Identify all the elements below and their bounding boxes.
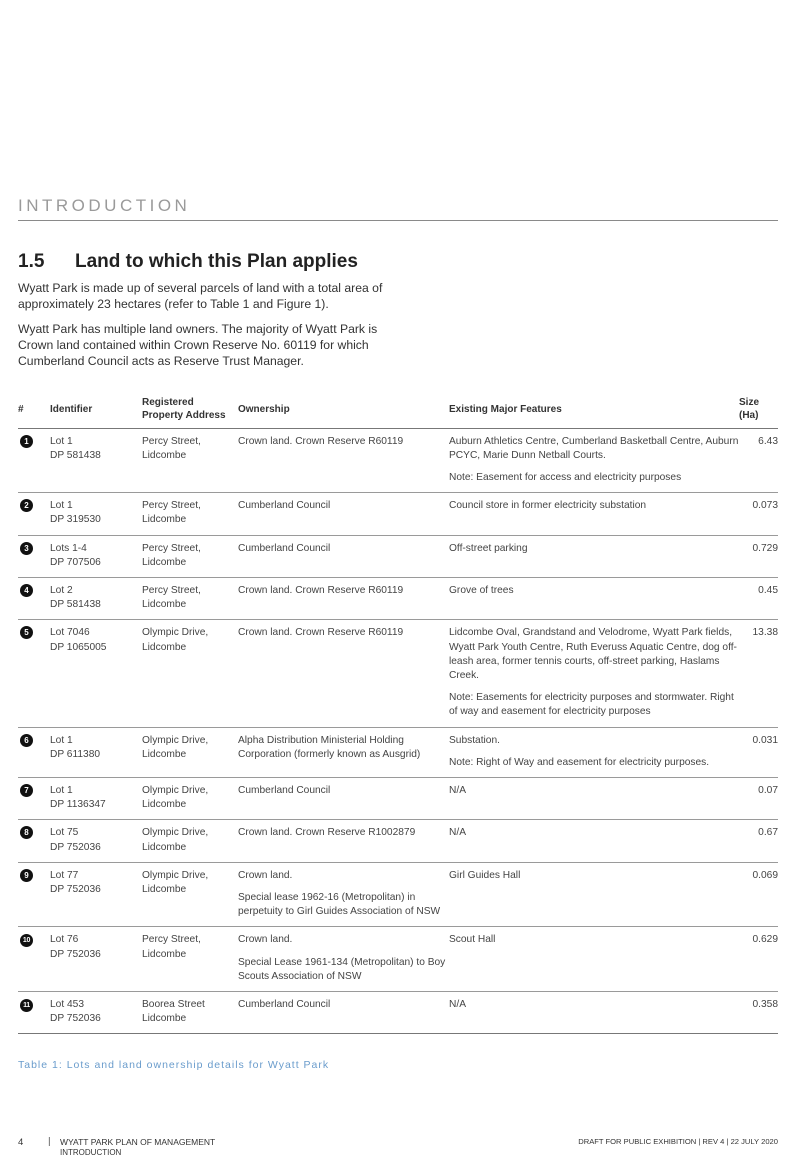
- ownership-cell: [238, 777, 449, 819]
- size-cell: 0.629: [739, 927, 778, 992]
- ownership-cell: [238, 620, 449, 727]
- lot-number: Lot 1: [50, 784, 73, 796]
- ownership-cell: [238, 862, 449, 927]
- identifier-cell: [50, 493, 142, 535]
- identifier-cell: [50, 862, 142, 927]
- row-number-cell: [18, 493, 50, 535]
- document-title: WYATT PARK PLAN OF MANAGEMENT: [60, 1137, 216, 1147]
- row-number-cell: [18, 777, 50, 819]
- row-number-cell: [18, 727, 50, 777]
- row-number-badge: 2: [20, 499, 33, 512]
- suburb: Lidcombe: [142, 748, 187, 760]
- lot-number: Lot 76: [50, 934, 79, 946]
- lot-number: Lot 1: [50, 500, 73, 512]
- features-cell: [449, 428, 739, 493]
- deposited-plan: DP 1136347: [50, 799, 106, 811]
- header-number: #: [18, 392, 50, 428]
- features-note: Note: Easement for access and electricity purposes: [449, 471, 682, 483]
- ownership-text: Crown land.: [238, 869, 293, 881]
- intro-paragraph: Wyatt Park has multiple land owners. The majority of Wyatt Park is Crown land contained within Crown Reserve No. 60119 for which Cumberland Council acts as Reserve Trust Manager.: [18, 322, 378, 368]
- ownership-text: Alpha Distribution Ministerial Holding Corporation (formerly known as Ausgrid): [238, 734, 421, 760]
- features-text: Lidcombe Oval, Grandstand and Velodrome, Wyatt Park fields, Wyatt Park Youth Centre, Ruth Everuss Aquatic Centre, dog off-leash area, former tennis courts, off-street parking, Haslams Creek.: [449, 627, 737, 681]
- deposited-plan: DP 707506: [50, 556, 101, 568]
- size-cell: 13.38: [739, 620, 778, 727]
- suburb: Lidcombe: [142, 556, 187, 568]
- street: Olympic Drive,: [142, 869, 209, 881]
- deposited-plan: DP 1065005: [50, 641, 107, 653]
- table-body: [18, 428, 778, 1034]
- table-row: [18, 428, 778, 493]
- suburb: Lidcombe: [142, 599, 187, 611]
- table-row: [18, 820, 778, 862]
- ownership-text: Crown land. Crown Reserve R1002879: [238, 827, 416, 839]
- ownership-cell: [238, 577, 449, 619]
- street: Olympic Drive,: [142, 627, 209, 639]
- features-cell: [449, 493, 739, 535]
- features-cell: [449, 862, 739, 927]
- table-header-row: [18, 392, 778, 428]
- section-number: 1.5: [18, 251, 45, 272]
- ownership-text: Crown land. Crown Reserve R60119: [238, 435, 404, 447]
- suburb: Lidcombe: [142, 883, 187, 895]
- features-note: Note: Right of Way and easement for electricity purposes.: [449, 756, 710, 768]
- street: Percy Street,: [142, 584, 201, 596]
- address-cell: [142, 535, 238, 577]
- deposited-plan: DP 752036: [50, 1013, 101, 1025]
- ownership-text: Cumberland Council: [238, 500, 331, 512]
- row-number-badge: 6: [20, 734, 33, 747]
- address-cell: [142, 820, 238, 862]
- identifier-cell: [50, 535, 142, 577]
- intro-text: [18, 280, 403, 378]
- features-cell: [449, 620, 739, 727]
- ownership-text: Cumberland Council: [238, 784, 331, 796]
- header-address-line: Property Address: [142, 409, 226, 421]
- features-cell: [449, 577, 739, 619]
- size-cell: 0.358: [739, 991, 778, 1033]
- intro-paragraph: Wyatt Park is made up of several parcels of land with a total area of approximately 23 hectares (refer to Table 1 and Figure 1).: [18, 281, 383, 311]
- header-address-line: Registered: [142, 397, 194, 409]
- ownership-lease: Special Lease 1961-134 (Metropolitan) to Boy Scouts Association of NSW: [238, 956, 446, 982]
- size-cell: 0.45: [739, 577, 778, 619]
- suburb: Lidcombe: [142, 841, 187, 853]
- features-text: N/A: [449, 827, 466, 839]
- table-caption: Table 1: Lots and land ownership details for Wyatt Park: [18, 1059, 330, 1071]
- lot-number: Lot 77: [50, 869, 79, 881]
- row-number-badge: 4: [20, 584, 33, 597]
- lot-number: Lot 7046: [50, 627, 90, 639]
- deposited-plan: DP 581438: [50, 449, 101, 461]
- page-footer: [18, 1137, 778, 1155]
- lot-number: Lot 75: [50, 827, 79, 839]
- header-address: [142, 392, 238, 428]
- deposited-plan: DP 611380: [50, 748, 101, 760]
- header-features: Existing Major Features: [449, 392, 739, 428]
- suburb: Lidcombe: [142, 1013, 187, 1025]
- table-row: [18, 577, 778, 619]
- address-cell: [142, 862, 238, 927]
- size-cell: 0.67: [739, 820, 778, 862]
- address-cell: [142, 727, 238, 777]
- identifier-cell: [50, 428, 142, 493]
- header-identifier: Identifier: [50, 392, 142, 428]
- ownership-cell: [238, 493, 449, 535]
- row-number-badge: 1: [20, 435, 33, 448]
- street: Olympic Drive,: [142, 734, 209, 746]
- size-cell: 0.031: [739, 727, 778, 777]
- deposited-plan: DP 319530: [50, 514, 101, 526]
- row-number-badge: 8: [20, 826, 33, 839]
- features-text: N/A: [449, 998, 466, 1010]
- lot-number: Lot 1: [50, 734, 73, 746]
- street: Percy Street,: [142, 500, 201, 512]
- suburb: Lidcombe: [142, 514, 187, 526]
- address-cell: [142, 620, 238, 727]
- features-text: Auburn Athletics Centre, Cumberland Basketball Centre, Auburn PCYC, Marie Dunn Netball Courts.: [449, 435, 739, 461]
- section-title: Land to which this Plan applies: [75, 251, 358, 272]
- features-text: Girl Guides Hall: [449, 869, 521, 881]
- lot-number: Lot 2: [50, 584, 73, 596]
- suburb: Lidcombe: [142, 799, 187, 811]
- row-number-cell: [18, 927, 50, 992]
- street: Boorea Street: [142, 998, 205, 1010]
- identifier-cell: [50, 777, 142, 819]
- ownership-text: Crown land. Crown Reserve R60119: [238, 584, 404, 596]
- table-row: [18, 493, 778, 535]
- row-number-badge: 10: [20, 934, 33, 947]
- features-text: N/A: [449, 784, 466, 796]
- size-cell: 0.07: [739, 777, 778, 819]
- table-row: [18, 927, 778, 992]
- address-cell: [142, 493, 238, 535]
- section-label: INTRODUCTION: [18, 196, 778, 221]
- address-cell: [142, 777, 238, 819]
- row-number-cell: [18, 862, 50, 927]
- row-number-badge: 3: [20, 542, 33, 555]
- table-row: [18, 991, 778, 1033]
- size-cell: 6.43: [739, 428, 778, 493]
- row-number-cell: [18, 577, 50, 619]
- row-number-cell: [18, 428, 50, 493]
- ownership-text: Cumberland Council: [238, 542, 331, 554]
- identifier-cell: [50, 991, 142, 1033]
- table-row: [18, 620, 778, 727]
- row-number-badge: 5: [20, 626, 33, 639]
- ownership-cell: [238, 991, 449, 1033]
- header-size-line: (Ha): [739, 409, 759, 421]
- ownership-cell: [238, 727, 449, 777]
- street: Percy Street,: [142, 934, 201, 946]
- table-row: [18, 777, 778, 819]
- identifier-cell: [50, 727, 142, 777]
- row-number-cell: [18, 535, 50, 577]
- deposited-plan: DP 752036: [50, 883, 101, 895]
- ownership-cell: [238, 428, 449, 493]
- row-number-badge: 9: [20, 869, 33, 882]
- street: Percy Street,: [142, 542, 201, 554]
- size-cell: 0.073: [739, 493, 778, 535]
- lot-number: Lot 453: [50, 998, 84, 1010]
- size-cell: 0.729: [739, 535, 778, 577]
- street: Olympic Drive,: [142, 784, 209, 796]
- features-text: Grove of trees: [449, 584, 514, 596]
- header-size-line: Size: [739, 397, 760, 409]
- address-cell: [142, 428, 238, 493]
- identifier-cell: [50, 577, 142, 619]
- street: Olympic Drive,: [142, 827, 209, 839]
- features-cell: [449, 777, 739, 819]
- features-cell: [449, 991, 739, 1033]
- suburb: Lidcombe: [142, 948, 187, 960]
- footer-separator: |: [48, 1137, 51, 1147]
- deposited-plan: DP 581438: [50, 599, 101, 611]
- lot-number: Lots 1-4: [50, 542, 87, 554]
- ownership-cell: [238, 927, 449, 992]
- address-cell: [142, 991, 238, 1033]
- features-text: Substation.: [449, 734, 500, 746]
- features-text: Council store in former electricity substation: [449, 500, 647, 512]
- lots-table: [18, 392, 778, 1034]
- address-cell: [142, 927, 238, 992]
- row-number-cell: [18, 820, 50, 862]
- identifier-cell: [50, 620, 142, 727]
- ownership-text: Crown land. Crown Reserve R60119: [238, 627, 404, 639]
- ownership-cell: [238, 535, 449, 577]
- suburb: Lidcombe: [142, 641, 187, 653]
- row-number-cell: [18, 991, 50, 1033]
- document-status: DRAFT FOR PUBLIC EXHIBITION | REV 4 | 22 JULY 2020: [578, 1137, 778, 1146]
- lot-number: Lot 1: [50, 435, 73, 447]
- street: Percy Street,: [142, 435, 201, 447]
- size-cell: 0.069: [739, 862, 778, 927]
- identifier-cell: [50, 927, 142, 992]
- row-number-badge: 7: [20, 784, 33, 797]
- ownership-text: Crown land.: [238, 934, 293, 946]
- features-text: Scout Hall: [449, 934, 496, 946]
- section-heading: [18, 251, 358, 273]
- identifier-cell: [50, 820, 142, 862]
- header-ownership: Ownership: [238, 392, 449, 428]
- ownership-lease: Special lease 1962-16 (Metropolitan) in perpetuity to Girl Guides Association of NSW: [238, 891, 441, 918]
- features-cell: [449, 535, 739, 577]
- header-size: [739, 392, 778, 428]
- deposited-plan: DP 752036: [50, 841, 101, 853]
- features-cell: [449, 820, 739, 862]
- table-row: [18, 862, 778, 927]
- ownership-cell: [238, 820, 449, 862]
- features-cell: [449, 727, 739, 777]
- page-number: 4: [18, 1137, 24, 1148]
- deposited-plan: DP 752036: [50, 948, 101, 960]
- document-subtitle: INTRODUCTION: [60, 1148, 122, 1155]
- row-number-cell: [18, 620, 50, 727]
- features-text: Off-street parking: [449, 542, 528, 554]
- table-row: [18, 727, 778, 777]
- address-cell: [142, 577, 238, 619]
- suburb: Lidcombe: [142, 449, 187, 461]
- features-note: Note: Easements for electricity purposes and stormwater. Right of way and easement for electricity purposes: [449, 692, 734, 718]
- row-number-badge: 11: [20, 999, 33, 1012]
- table-row: [18, 535, 778, 577]
- ownership-text: Cumberland Council: [238, 998, 331, 1010]
- features-cell: [449, 927, 739, 992]
